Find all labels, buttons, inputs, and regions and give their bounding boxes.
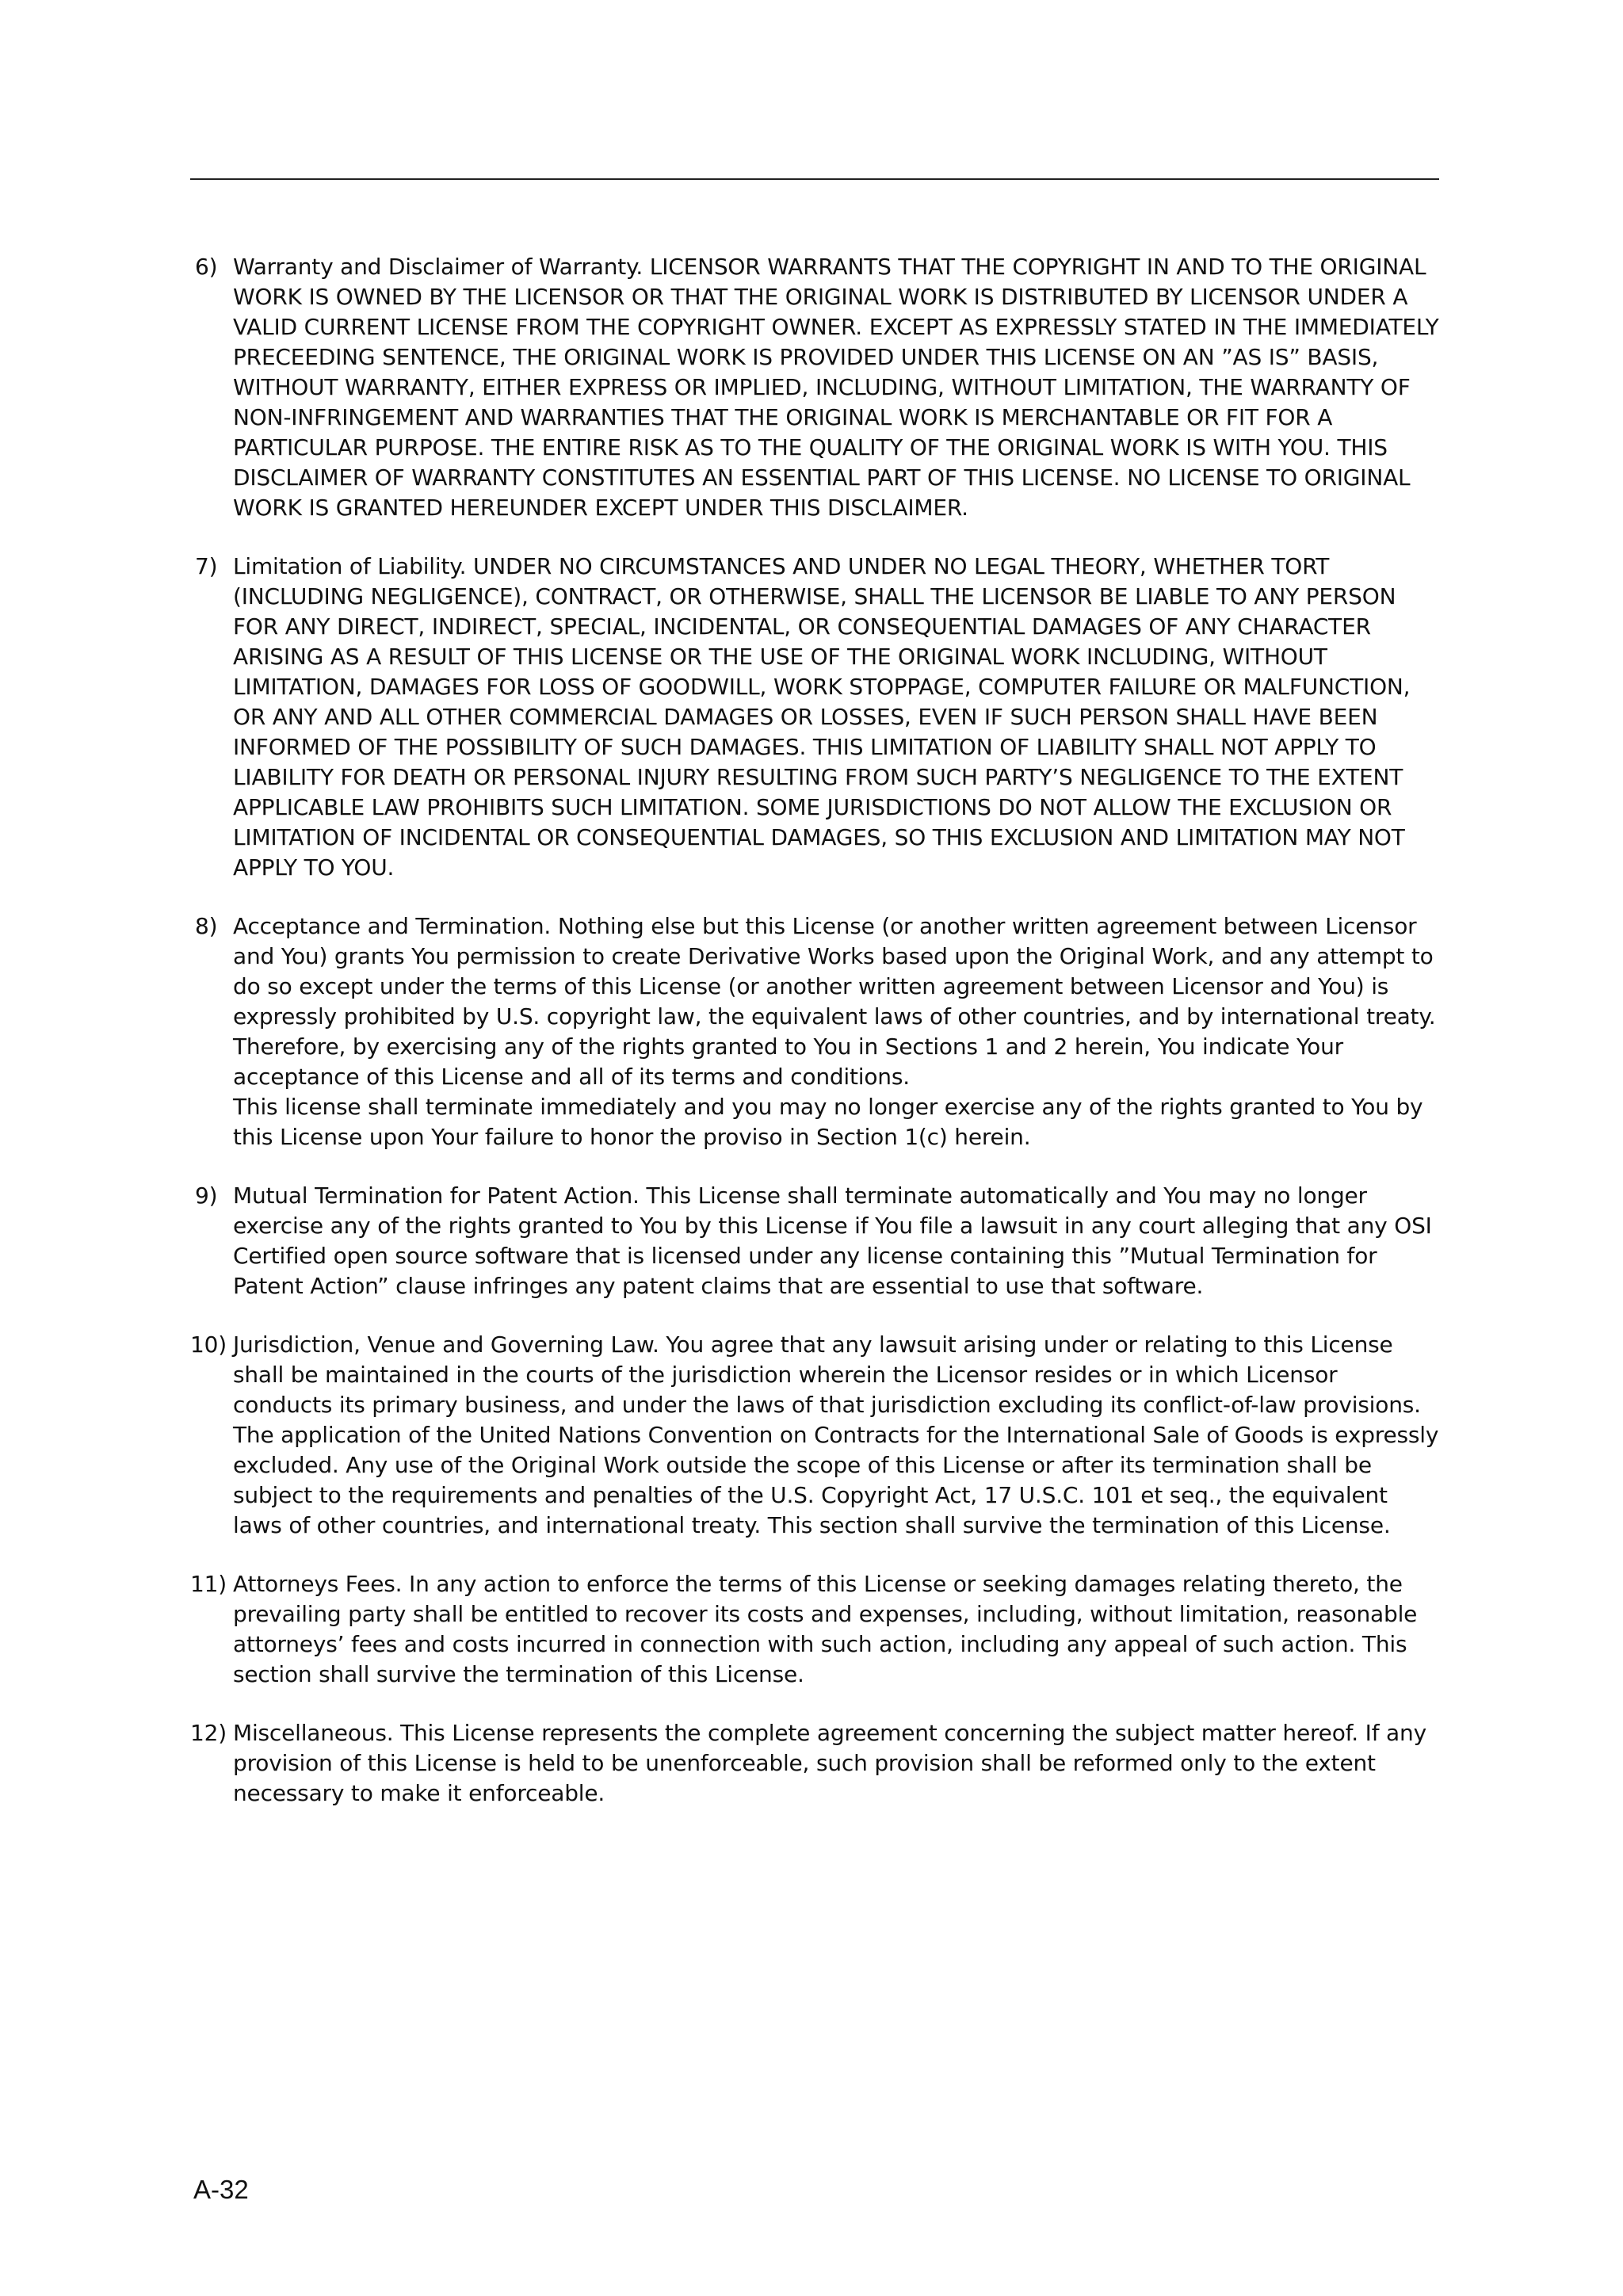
section-number: 11): [190, 1571, 227, 1597]
section-body: [233, 1181, 1442, 1301]
section-number: 10): [190, 1331, 227, 1358]
section-body: [233, 911, 1442, 1152]
section-body: [233, 552, 1442, 883]
section-paragraph: Jurisdiction, Venue and Governing Law. You agree that any lawsuit arising under or relating to this License shall be maintained in the courts of the jurisdiction wherein the Licensor resides or in which Licensor conducts its primary business, and under the laws of that jurisdiction excluding its conflict-of-law provisions. The application of the United Nations Convention on Contracts for the International Sale of Goods is expressly excluded. Any use of the Original Work outside the scope of this License or after its termination shall be subject to the requirements and penalties of the U.S. Copyright Act, 17 U.S.C. 101 et seq., the equivalent laws of other countries, and international treaty. This section shall survive the termination of this License.: [233, 1331, 1439, 1538]
section-paragraph: Acceptance and Termination. Nothing else but this License (or another written agreement between Licensor and You) grants You permission to create Derivative Works based upon the Original Work, and any attempt to do so except under the terms of this License (or another written agreement between Licensor and You) is expressly prohibited by U.S. copyright law, the equivalent laws of other countries, and by international treaty. Therefore, by exercising any of the rights granted to You in Sections 1 and 2 herein, You indicate Your acceptance of this License and all of its terms and conditions.: [233, 913, 1436, 1090]
section-number: 8): [195, 913, 218, 939]
section-paragraph: Attorneys Fees. In any action to enforce the terms of this License or seeking damages relating thereto, the prevailing party shall be entitled to recover its costs and expenses, including, without limitation, reasonable attorneys’ fees and costs incurred in connection with such action, including any appeal of such action. This section shall survive the termination of this License.: [233, 1571, 1418, 1687]
header-rule: [190, 178, 1439, 180]
section-number: 12): [190, 1720, 227, 1746]
section-number: 7): [195, 553, 218, 579]
section-number: 6): [195, 254, 218, 280]
license-sections: [190, 252, 1442, 1837]
section-11-attorneys-fees: [190, 1569, 1442, 1690]
section-12-miscellaneous: [190, 1718, 1442, 1809]
section-paragraph: Warranty and Disclaimer of Warranty. LICENSOR WARRANTS THAT THE COPYRIGHT IN AND TO THE ORIGINAL WORK IS OWNED BY THE LICENSOR OR THAT THE ORIGINAL WORK IS DISTRIBUTED BY LICENSOR UNDER A VALID CURRENT LICENSE FROM THE COPYRIGHT OWNER. EXCEPT AS EXPRESSLY STATED IN THE IMMEDIATELY PRECEEDING SENTENCE, THE ORIGINAL WORK IS PROVIDED UNDER THIS LICENSE ON AN ”AS IS” BASIS, WITHOUT WARRANTY, EITHER EXPRESS OR IMPLIED, INCLUDING, WITHOUT LIMITATION, THE WARRANTY OF NON-INFRINGEMENT AND WARRANTIES THAT THE ORIGINAL WORK IS MERCHANTABLE OR FIT FOR A PARTICULAR PURPOSE. THE ENTIRE RISK AS TO THE QUALITY OF THE ORIGINAL WORK IS WITH YOU. THIS DISCLAIMER OF WARRANTY CONSTITUTES AN ESSENTIAL PART OF THIS LICENSE. NO LICENSE TO ORIGINAL WORK IS GRANTED HEREUNDER EXCEPT UNDER THIS DISCLAIMER.: [233, 254, 1439, 521]
section-paragraph: Mutual Termination for Patent Action. This License shall terminate automatically and You may no longer exercise any of the rights granted to You by this License if You file a lawsuit in any court alleging that any OSI Certified open source software that is licensed under any license containing this ”Mutual Termination for Patent Action” clause infringes any patent claims that are essential to use that software.: [233, 1182, 1432, 1299]
section-body: [233, 1569, 1442, 1690]
section-7-liability: [190, 552, 1442, 883]
section-number: 9): [195, 1182, 218, 1209]
section-paragraph: Limitation of Liability. UNDER NO CIRCUMSTANCES AND UNDER NO LEGAL THEORY, WHETHER TORT (INCLUDING NEGLIGENCE), CONTRACT, OR OTHERWISE, SHALL THE LICENSOR BE LIABLE TO ANY PERSON FOR ANY DIRECT, INDIRECT, SPECIAL, INCIDENTAL, OR CONSEQUENTIAL DAMAGES OF ANY CHARACTER ARISING AS A RESULT OF THIS LICENSE OR THE USE OF THE ORIGINAL WORK INCLUDING, WITHOUT LIMITATION, DAMAGES FOR LOSS OF GOODWILL, WORK STOPPAGE, COMPUTER FAILURE OR MALFUNCTION, OR ANY AND ALL OTHER COMMERCIAL DAMAGES OR LOSSES, EVEN IF SUCH PERSON SHALL HAVE BEEN INFORMED OF THE POSSIBILITY OF SUCH DAMAGES. THIS LIMITATION OF LIABILITY SHALL NOT APPLY TO LIABILITY FOR DEATH OR PERSONAL INJURY RESULTING FROM SUCH PARTY’S NEGLIGENCE TO THE EXTENT APPLICABLE LAW PROHIBITS SUCH LIMITATION. SOME JURISDICTIONS DO NOT ALLOW THE EXCLUSION OR LIMITATION OF INCIDENTAL OR CONSEQUENTIAL DAMAGES, SO THIS EXCLUSION AND LIMITATION MAY NOT APPLY TO YOU.: [233, 553, 1411, 881]
section-9-patent-action: [190, 1181, 1442, 1301]
section-10-jurisdiction: [190, 1330, 1442, 1541]
section-body: [233, 1330, 1442, 1541]
section-8-acceptance: [190, 911, 1442, 1152]
page-number: A-32: [193, 2175, 249, 2204]
section-body: [233, 252, 1442, 523]
section-paragraph: This license shall terminate immediately and you may no longer exercise any of the rights granted to You by this License upon Your failure to honor the proviso in Section 1(c) herein.: [233, 1094, 1423, 1150]
section-6-warranty: [190, 252, 1442, 523]
section-paragraph: Miscellaneous. This License represents the complete agreement concerning the subject matter hereof. If any provision of this License is held to be unenforceable, such provision shall be reformed only to the extent necessary to make it enforceable.: [233, 1720, 1426, 1806]
section-body: [233, 1718, 1442, 1809]
